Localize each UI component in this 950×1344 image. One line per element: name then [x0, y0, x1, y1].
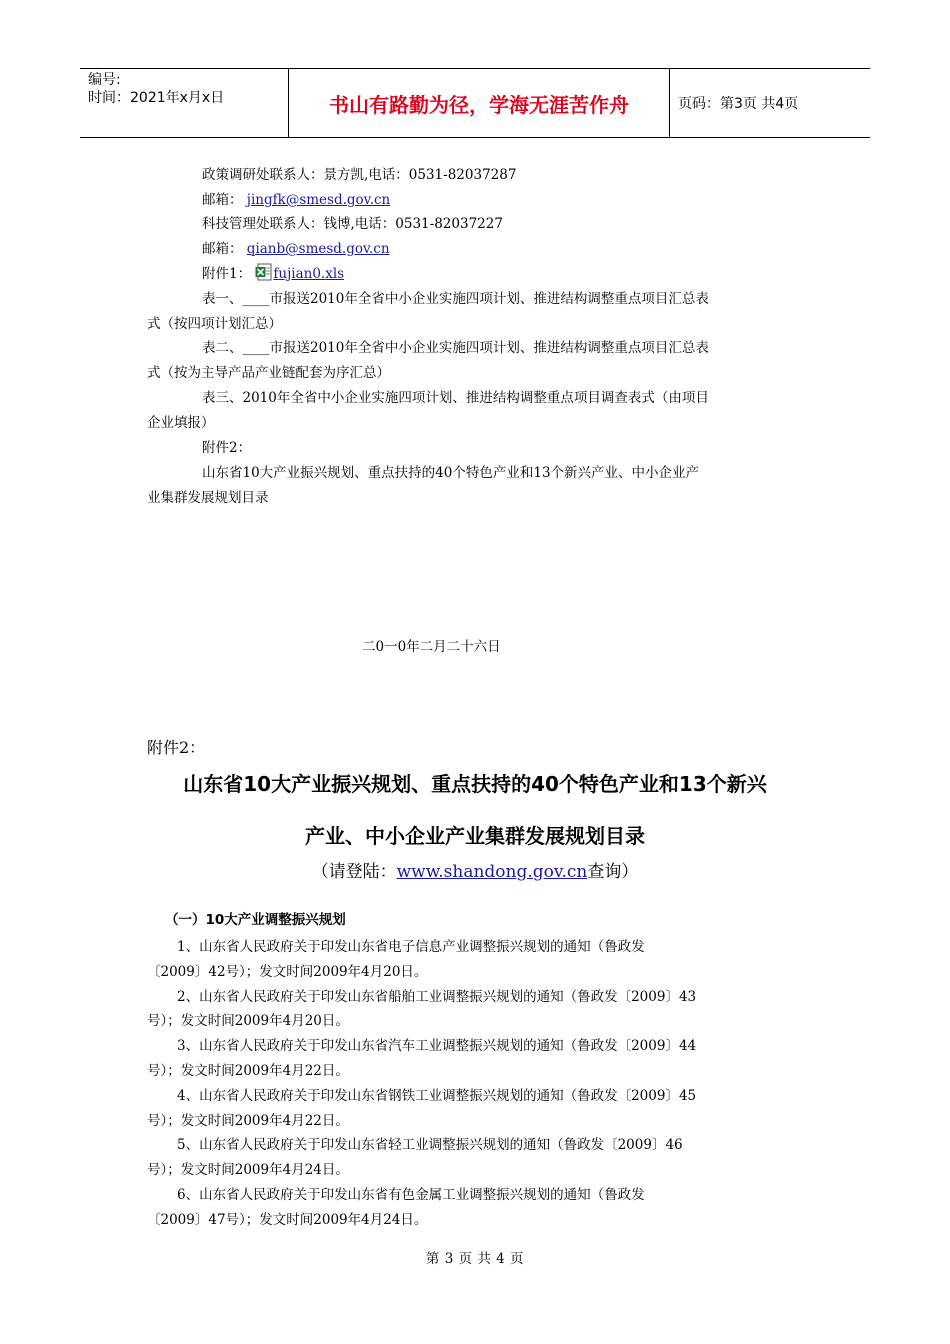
table2-line1: 表二、____市报送2010年全省中小企业实施四项计划、推进结构调整重点项目汇总表 — [202, 340, 709, 356]
subtitle-prefix: （请登陆： — [311, 862, 397, 882]
shandong-gov-link[interactable]: www.shandong.gov.cn — [396, 862, 588, 882]
list-item: 号）；发文时间2009年4月20日。 — [147, 1013, 349, 1029]
attachment1-label: 附件1： — [202, 266, 252, 282]
tech-email-row — [202, 237, 390, 257]
page-header — [80, 68, 870, 138]
list-item: 3、山东省人民政府关于印发山东省汽车工业调整振兴规划的通知（鲁政发〔2009〕44 — [177, 1038, 697, 1054]
attachment2-title-line2: 产业、中小企业产业集群发展规划目录 — [305, 824, 645, 848]
list-item: 号）；发文时间2009年4月22日。 — [147, 1113, 349, 1129]
excel-file-icon[interactable] — [255, 263, 273, 281]
tech-contact: 科技管理处联系人：钱博,电话：0531-82037227 — [202, 216, 503, 232]
list-item: 1、山东省人民政府关于印发山东省电子信息产业调整振兴规划的通知（鲁政发 — [177, 939, 645, 955]
policy-email-link[interactable]: jingfk@smesd.gov.cn — [246, 192, 391, 208]
policy-contact: 政策调研处联系人：景方凯,电话：0531-82037287 — [202, 167, 517, 183]
list-item: 〔2009〕42号）；发文时间2009年4月20日。 — [147, 964, 428, 980]
attachment2-title-line1: 山东省10大产业振兴规划、重点扶持的40个特色产业和13个新兴 — [183, 772, 767, 796]
header-meta — [80, 69, 289, 137]
table1-line1: 表一、____市报送2010年全省中小企业实施四项计划、推进结构调整重点项目汇总表 — [202, 291, 709, 307]
document-date: 二0一0年二月二十六日 — [362, 639, 501, 655]
attachment2-brief-line2: 业集群发展规划目录 — [147, 490, 269, 506]
attachment2-subtitle — [0, 857, 950, 882]
list-item: 号）；发文时间2009年4月24日。 — [147, 1162, 349, 1178]
date-line: 时间：2021年x月x日 — [88, 90, 225, 106]
attachment1-file-link[interactable]: fujian0.xls — [273, 266, 345, 282]
header-page-info: 页码：第3页 共4页 — [678, 96, 799, 112]
section-heading: （一）10大产业调整振兴规划 — [165, 912, 346, 928]
list-item: 号）；发文时间2009年4月22日。 — [147, 1063, 349, 1079]
tech-email-label: 邮箱： — [202, 241, 243, 257]
table3-line2: 企业填报） — [147, 415, 215, 431]
list-item: 5、山东省人民政府关于印发山东省轻工业调整振兴规划的通知（鲁政发〔2009〕46 — [177, 1137, 683, 1153]
policy-email-row — [202, 188, 390, 208]
header-motto: 书山有路勤为径，学海无涯苦作舟 — [289, 69, 670, 137]
code-label: 编号: — [88, 72, 121, 88]
tech-email-link[interactable]: qianb@smesd.gov.cn — [246, 241, 390, 257]
subtitle-suffix: 查询） — [587, 862, 639, 882]
attachment2-brief-label: 附件2： — [202, 440, 252, 456]
list-item: 〔2009〕47号）；发文时间2009年4月24日。 — [147, 1212, 428, 1228]
attachment1-row — [202, 262, 344, 282]
list-item: 4、山东省人民政府关于印发山东省钢铁工业调整振兴规划的通知（鲁政发〔2009〕45 — [177, 1088, 697, 1104]
table3-line1: 表三、2010年全省中小企业实施四项计划、推进结构调整重点项目调查表式（由项目 — [202, 390, 709, 406]
page-footer: 第 3 页 共 4 页 — [425, 1251, 525, 1267]
table2-line2: 式（按为主导产品产业链配套为序汇总） — [147, 365, 390, 381]
attachment2-brief-line1: 山东省10大产业振兴规划、重点扶持的40个特色产业和13个新兴产业、中小企业产 — [202, 465, 700, 481]
attachment2-label: 附件2： — [147, 738, 206, 757]
policy-email-label: 邮箱： — [202, 192, 243, 208]
table1-line2: 式（按四项计划汇总） — [147, 316, 282, 332]
list-item: 6、山东省人民政府关于印发山东省有色金属工业调整振兴规划的通知（鲁政发 — [177, 1187, 645, 1203]
list-item: 2、山东省人民政府关于印发山东省船舶工业调整振兴规划的通知（鲁政发〔2009〕43 — [177, 989, 697, 1005]
